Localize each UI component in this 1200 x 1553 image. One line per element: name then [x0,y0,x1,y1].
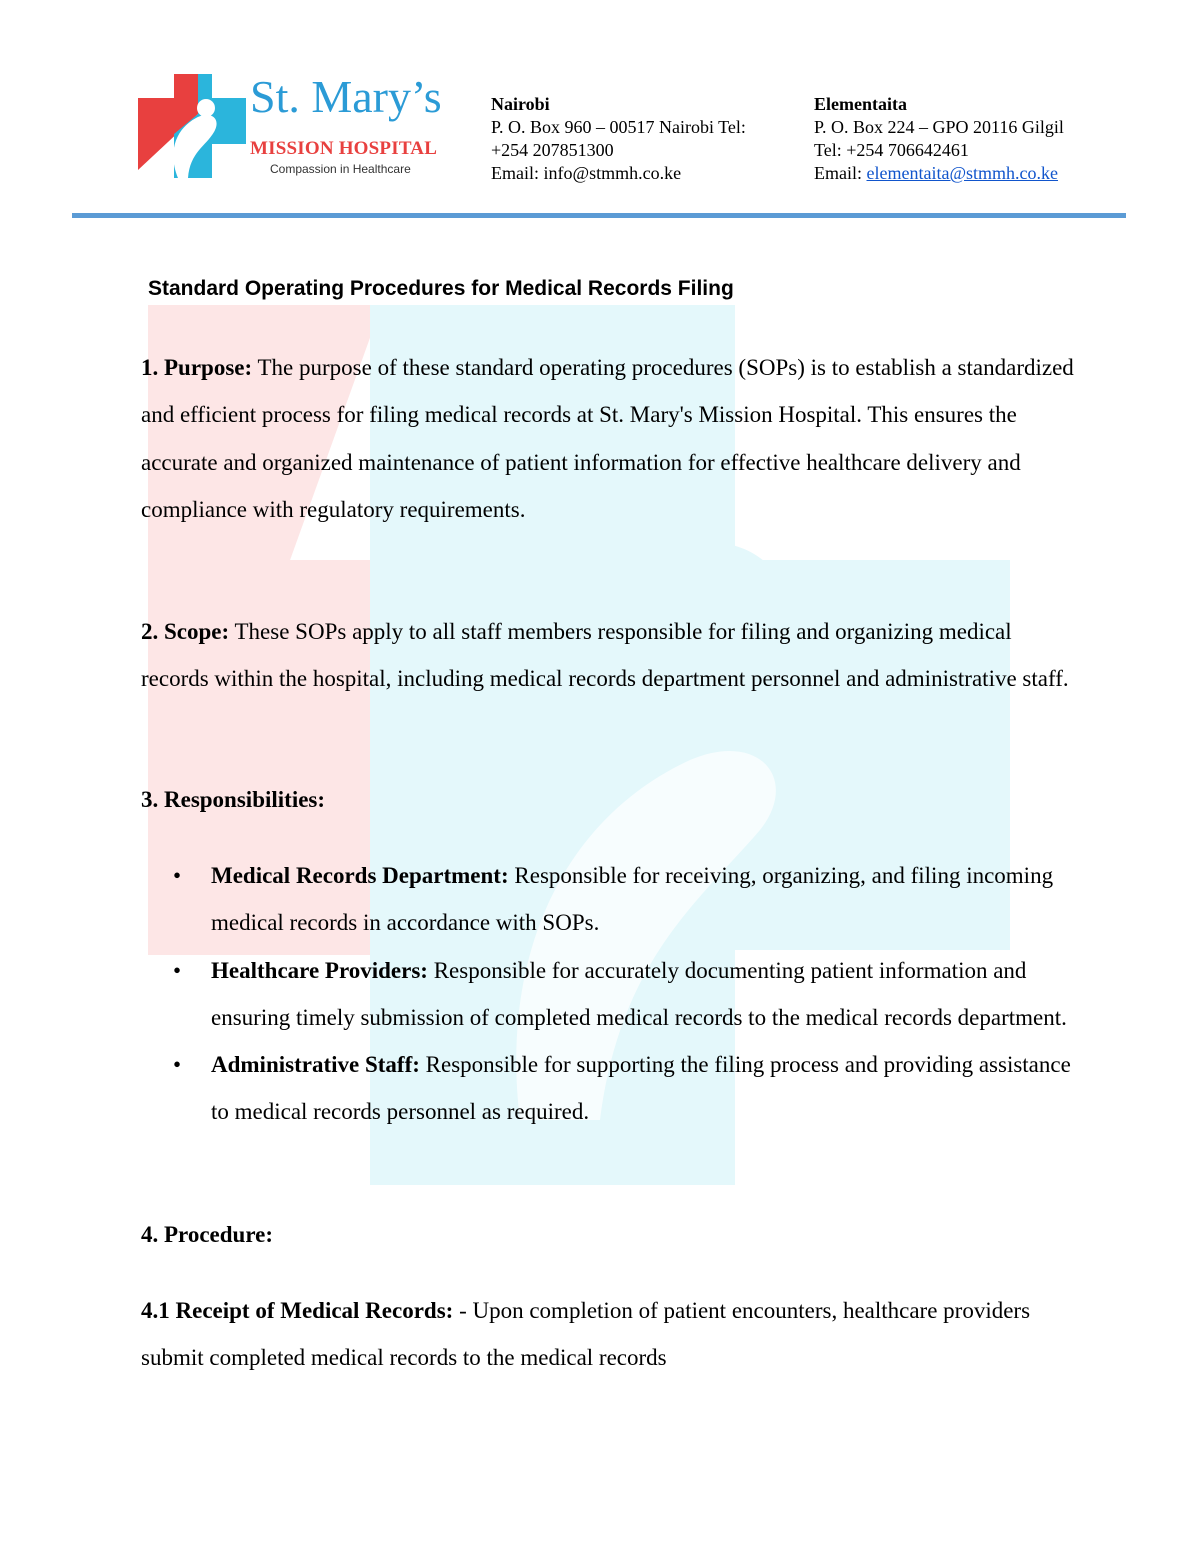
procedure-heading: 4. Procedure: [141,1222,274,1247]
bullet-icon: • [173,957,182,983]
office-line: +254 207851300 [491,140,614,160]
receipt-paragraph [141,1287,1076,1382]
office-city: Elementaita [814,94,907,114]
purpose-text: The purpose of these standard operating procedures (SOPs) is to establish a standardized and efficient process for filing medical records at St. Mary's Mission Hospital. This ensures the accurate and organized maintenance of patient information for effective healthcare delivery and compliance with regulatory requirements. [141,355,1074,522]
office-city: Nairobi [491,94,550,114]
item-text: Responsible for supporting the filing process and providing assistance to medical records personnel as required. [211,1052,1071,1125]
office-email-link[interactable]: elementaita@stmmh.co.ke [866,163,1059,183]
receipt-text: - Upon completion of patient encounters, healthcare providers submit completed medical records to the medical records [141,1298,1031,1371]
purpose-label: 1. Purpose: [141,355,253,380]
item-label: Administrative Staff: [211,1052,420,1078]
purpose-paragraph [141,344,1076,533]
office-line: P. O. Box 960 – 00517 Nairobi Tel: [491,117,746,137]
list-item [141,852,1081,947]
hospital-logo [138,71,453,184]
office-email-row [814,162,1064,185]
header-divider [72,213,1126,218]
logo-subtitle: MISSION HOSPITAL [250,138,438,159]
bullet-icon: • [173,1052,182,1078]
cross-icon [138,74,250,184]
office-elementaita [814,93,1064,185]
office-line: Tel: +254 706642461 [814,140,969,160]
list-item [141,947,1081,1042]
office-email: info@stmmh.co.ke [543,163,682,183]
email-label: Email: [814,163,867,183]
item-text: Responsible for receiving, organizing, and filing incoming medical records in accordance with SOPs. [211,863,1054,936]
office-line: P. O. Box 224 – GPO 20116 Gilgil [814,117,1064,137]
office-email-row [491,162,746,185]
item-label: Medical Records Department: [211,863,509,888]
responsibilities-list [141,852,1081,1136]
scope-label: 2. Scope: [141,619,230,644]
receipt-label: 4.1 Receipt of Medical Records: [141,1298,454,1323]
item-label: Healthcare Providers: [211,957,428,983]
responsibilities-heading: 3. Responsibilities: [141,787,326,812]
list-item [141,1041,1081,1136]
scope-text: These SOPs apply to all staff members responsible for filing and organizing medical records within the hospital, including medical records department personnel and administrative staff. [141,619,1069,692]
item-text: Responsible for accurately documenting patient information and ensuring timely submission of completed medical records to the medical records department. [211,957,1067,1030]
logo-name: St. Mary’s [250,71,442,122]
bullet-icon: • [173,863,182,888]
scope-paragraph [141,608,1076,703]
office-nairobi [491,93,746,185]
logo-tagline: Compassion in Healthcare [270,162,411,176]
document-title: Standard Operating Procedures for Medical Records Filing [148,277,734,300]
email-label: Email: [491,163,544,183]
